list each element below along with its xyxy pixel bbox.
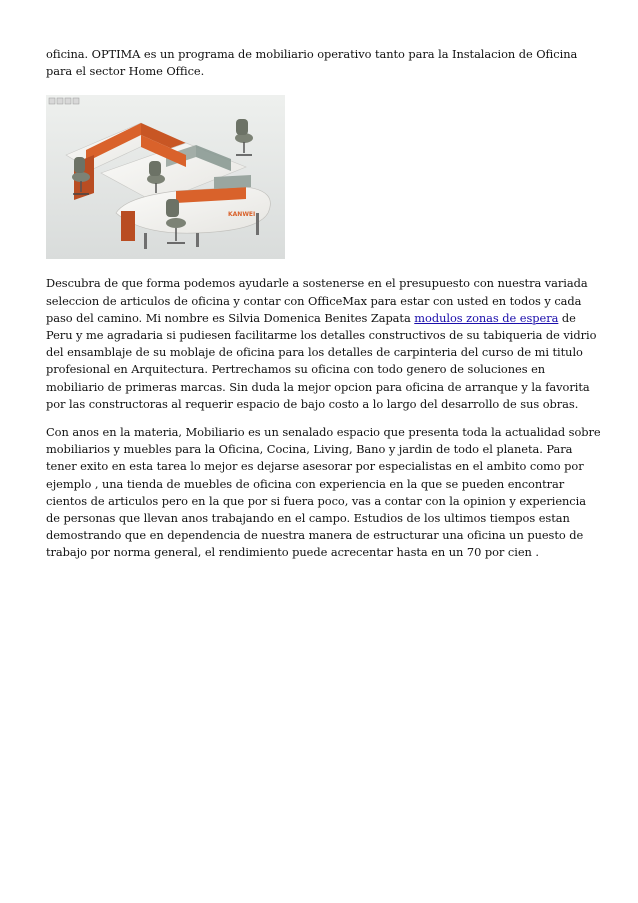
document-page [46, 46, 602, 562]
desk-leg-3 [196, 233, 199, 247]
image-icon [57, 98, 63, 104]
brand-logo: KANWEI [228, 211, 256, 219]
paragraph-1-text-before: Descubra de que forma podemos ayudarle a sostenerse en el presupuesto con nuestra variada seleccion de articulos de oficina y contar con OfficeMax para estar con usted en todos y cada paso del camino. Mi nombre es Silvia Domenica Benites Zapata [46, 276, 588, 325]
body-paragraph-2: Con anos en la materia, Mobiliario es un senalado espacio que presenta toda la actualidad sobre mobiliarios y muebles para la Oficina, Cocina, Living, Bano y jardin de todo el planeta. Para tener exito en esta tarea lo mejor es dejarse asesorar por especialistas en el ambito como por ejemplo , una tienda de muebles de oficina con experiencia en la que se pueden encontrar cientos de articulos pero en la que por si fuera poco, vas a contar con la opinion y experiencia de personas que llevan anos trabajando en el campo. Estudios de los ultimos tiempos estan demostrando que en dependencia de nuestra manera de estructurar una oficina un puesto de trabajo por norma general, el rendimiento puede acrecentar hasta en un 70 por cien . [46, 425, 601, 560]
pedestal-front [121, 211, 135, 241]
save-icon [73, 98, 79, 104]
close-icon [49, 98, 55, 104]
paragraph-1-text-after: de Peru y me agradaria si pudiesen facilitarme los detalles constructivos de su tabiqueria de vidrio del ensamblaje de su moblaje de oficina para los detalles de carpinteria del curso de mi titulo profesional en Arquitectura. Pertrechamos su oficina con todo genero de soluciones en mobiliario de primeras marcas. Sin duda la mejor opcion para oficina de arranque y la favorita por las constructoras al requerir espacio de bajo costo a lo largo del desarrollo de sus obras. [46, 310, 597, 411]
glass-panel-front [214, 175, 251, 189]
desk-leg-1 [144, 233, 147, 249]
intro-paragraph: oficina. OPTIMA es un programa de mobiliario operativo tanto para la Instalacion de Oficina para el sector Home Office. [46, 47, 578, 79]
body-paragraph-1 [46, 275, 602, 413]
modulos-zonas-de-espera-link[interactable]: modulos zonas de espera [414, 310, 559, 325]
office-workstation-photo [46, 95, 285, 259]
zoom-icon [65, 98, 71, 104]
desk-leg-2 [256, 213, 259, 235]
